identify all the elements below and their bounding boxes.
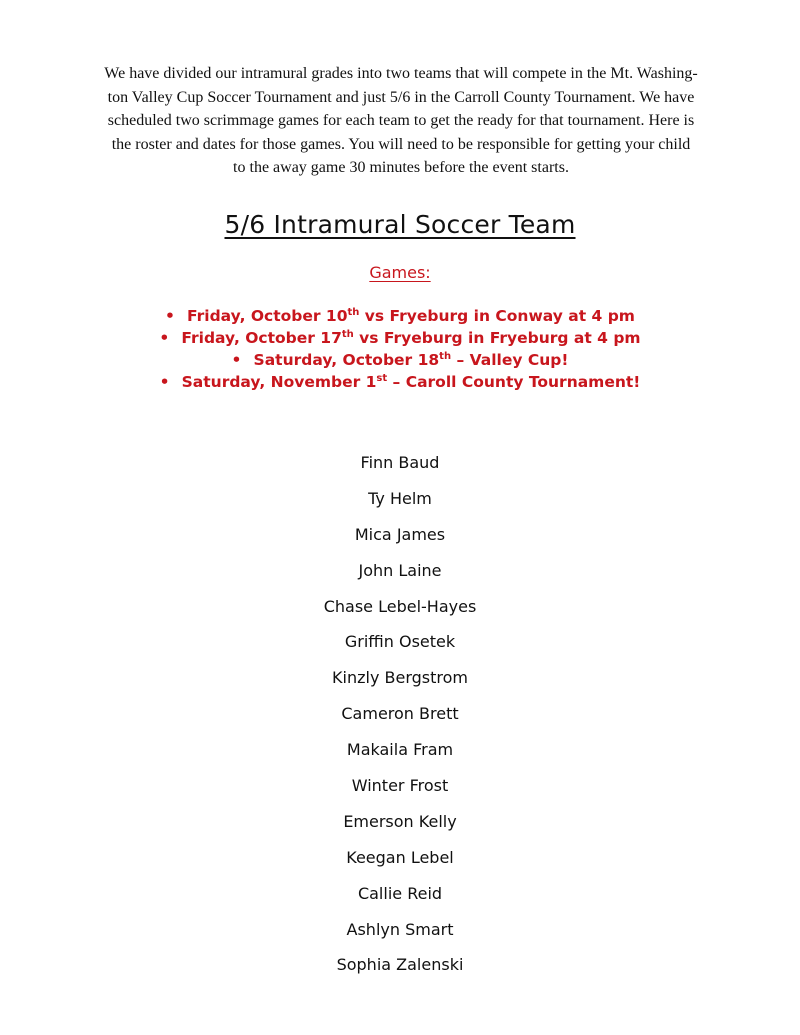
game-detail: vs Fryeburg in Conway at 4 pm bbox=[359, 307, 635, 325]
game-date: Saturday, November 1 bbox=[181, 373, 377, 391]
roster-player: Griffin Osetek bbox=[344, 632, 456, 652]
game-date: Saturday, October 18 bbox=[253, 351, 440, 369]
intro-line: ton Valley Cup Soccer Tournament and just 5/6 in the Carroll County Tournament. We have bbox=[107, 88, 695, 106]
intro-line: We have divided our intramural grades into two teams that will compete in the Mt. Washing- bbox=[104, 65, 698, 82]
roster-player: Winter Frost bbox=[351, 776, 449, 796]
games-list bbox=[0, 305, 800, 393]
roster-player: Emerson Kelly bbox=[343, 811, 457, 831]
bullet-icon: • bbox=[159, 373, 170, 391]
intro-line: to the away game 30 minutes before the event starts. bbox=[233, 159, 569, 176]
team-title-text: 5/6 Intramural Soccer Team bbox=[224, 210, 576, 239]
roster-player: Mica James bbox=[354, 524, 446, 544]
roster-player: Makaila Fram bbox=[346, 740, 454, 760]
roster-player: Chase Lebel-Hayes bbox=[323, 596, 477, 616]
games-heading-text: Games: bbox=[369, 263, 431, 282]
roster-player: Keegan Lebel bbox=[346, 847, 454, 867]
date-ordinal: th bbox=[439, 350, 452, 362]
roster-player: Ty Helm bbox=[368, 488, 432, 508]
date-ordinal: st bbox=[376, 372, 388, 384]
roster-player: Callie Reid bbox=[357, 883, 443, 903]
roster-list bbox=[0, 450, 800, 988]
intro-paragraph bbox=[60, 62, 742, 180]
bullet-icon: • bbox=[159, 329, 170, 347]
game-item bbox=[0, 371, 800, 393]
game-detail: – Valley Cup! bbox=[451, 351, 569, 369]
roster-player: Sophia Zalenski bbox=[336, 955, 464, 975]
game-item bbox=[0, 327, 800, 349]
games-heading bbox=[0, 263, 800, 282]
game-detail: vs Fryeburg in Fryeburg at 4 pm bbox=[353, 329, 641, 347]
roster-player: Finn Baud bbox=[360, 453, 440, 472]
roster-player: Cameron Brett bbox=[341, 704, 459, 724]
bullet-icon: • bbox=[165, 307, 175, 325]
game-date: Friday, October 10 bbox=[187, 307, 348, 325]
team-title bbox=[0, 210, 800, 239]
intro-line: the roster and dates for those games. You will need to be responsible for getting your child bbox=[111, 135, 691, 153]
date-ordinal: th bbox=[341, 328, 354, 340]
roster-player: Kinzly Bergstrom bbox=[332, 668, 468, 688]
bullet-icon: • bbox=[231, 351, 242, 369]
roster-player: John Laine bbox=[358, 560, 442, 580]
date-ordinal: th bbox=[347, 306, 360, 318]
game-detail: – Caroll County Tournament! bbox=[387, 373, 641, 391]
intro-line: scheduled two scrimmage games for each team to get the ready for that tournament. Here is bbox=[107, 112, 695, 129]
game-item bbox=[0, 305, 800, 327]
roster-player: Ashlyn Smart bbox=[346, 919, 454, 939]
game-item bbox=[0, 349, 800, 371]
game-date: Friday, October 17 bbox=[181, 329, 342, 347]
